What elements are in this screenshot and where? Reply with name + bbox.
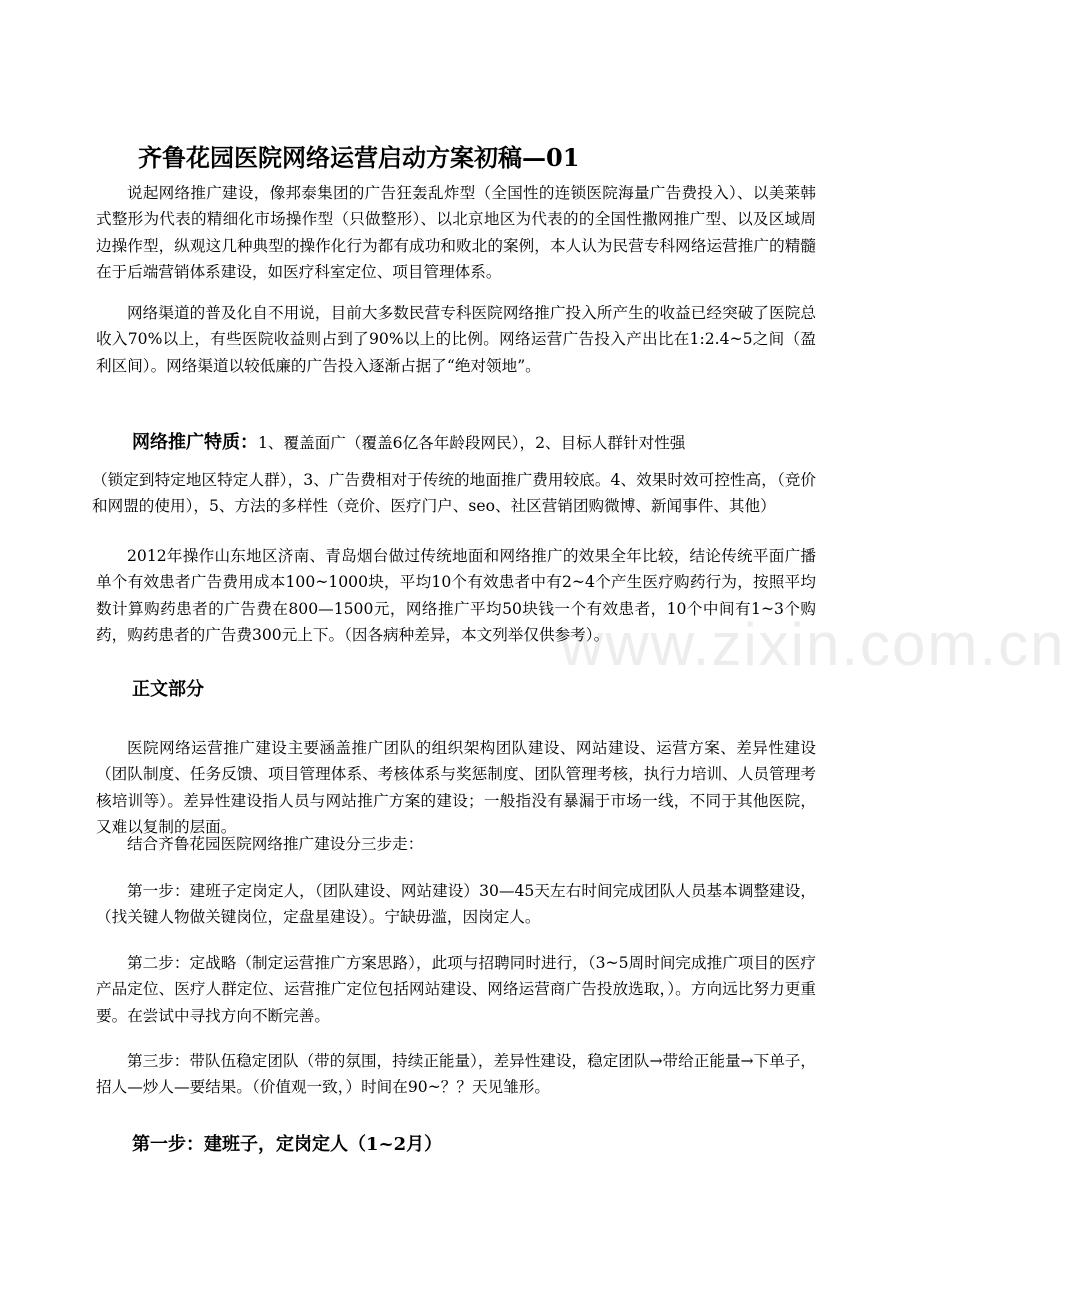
intro-paragraph-2: 网络渠道的普及化自不用说，目前大多数民营专科医院网络推广投入所产生的收益已经突破了医院总收入70%以上，有些医院收益则占到了90%以上的比例。网络运营广告投入产出比在1:2.4~5之间（盈利区间）。网络渠道以较低廉的广告投入逐渐占据了“绝对领地”。 [96,304,816,375]
body-paragraph-1: 医院网络运营推广建设主要涵盖推广团队的组织架构团队建设、网站建设、运营方案、差异性建设（团队制度、任务反馈、项目管理体系、考核体系与奖惩制度、团队管理考核，执行力培训、人员管理考核培训等）。差异性建设指人员与网站推广方案的建设；一般指没有暴漏于市场一线，不同于其他医院，又难以复制的层面。 [96,739,816,836]
document-title: 齐鲁花园医院网络运营启动方案初稿—01 [138,143,580,172]
watermark: www.zixin.com.cn [560,611,1065,678]
intro-paragraph-1: 说起网络推广建设，像邦泰集团的广告狂轰乱炸型（全国性的连锁医院海量广告费投入）、以美莱韩式整形为代表的精细化市场操作型（只做整形）、以北京地区为代表的的全国性撒网推广型、以及区域周边操作型，纵观这几种典型的操作化行为都有成功和败北的案例，本人认为民营专科网络运营推广的精髓在于后端营销体系建设，如医疗科室定位、项目管理体系。 [96,184,816,281]
body-heading: 正文部分 [132,679,204,700]
body-paragraph-2: 结合齐鲁花园医院网络推广建设分三步走： [127,835,424,853]
step-2-paragraph: 第二步：定战略（制定运营推广方案思路），此项与招聘同时进行，（3~5周时间完成推广项目的医疗产品定位、医疗人群定位、运营推广定位包括网站建设、网络运营商广告投放选取，）。方向远比努力更重要。在尝试中寻找方向不断完善。 [96,954,816,1025]
comparison-paragraph: 2012年操作山东地区济南、青岛烟台做过传统地面和网络推广的效果全年比较，结论传统平面广播单个有效患者广告费用成本100~1000块，平均10个有效患者中有2~4个产生医疗购药行为，按照平均数计算购药患者的广告费在800—1500元，网络推广平均50块钱一个有效患者，10个中间有1~3个购药，购药患者的广告费300元上下。（因各病种差异，本文列举仅供参考）。 [96,547,816,644]
section-heading-step-1: 第一步：建班子，定岗定人（1~2月） [132,1134,443,1155]
step-3-paragraph: 第三步：带队伍稳定团队（带的氛围，持续正能量），差异性建设，稳定团队→带给正能量→下单子，招人—炒人—要结果。（价值观一致，）时间在90~？？天见雏形。 [96,1052,816,1097]
features-heading-line [132,428,685,458]
features-first-line: 1、覆盖面广（覆盖6亿各年龄段网民），2、目标人群针对性强 [258,434,686,452]
step-1-paragraph: 第一步：建班子定岗定人，（团队建设、网站建设）30—45天左右时间完成团队人员基本调整建设，（找关键人物做关键岗位，定盘星建设）。宁缺毋滥，因岗定人。 [96,882,816,927]
features-heading: 网络推广特质： [132,432,258,453]
features-continuation: （锁定到特定地区特定人群），3、广告费相对于传统的地面推广费用较底。4、效果时效可控性高，（竞价和网盟的使用），5、方法的多样性（竞价、医疗门户、seo、社区营销团购微博、新闻事件、其他） [92,471,816,516]
